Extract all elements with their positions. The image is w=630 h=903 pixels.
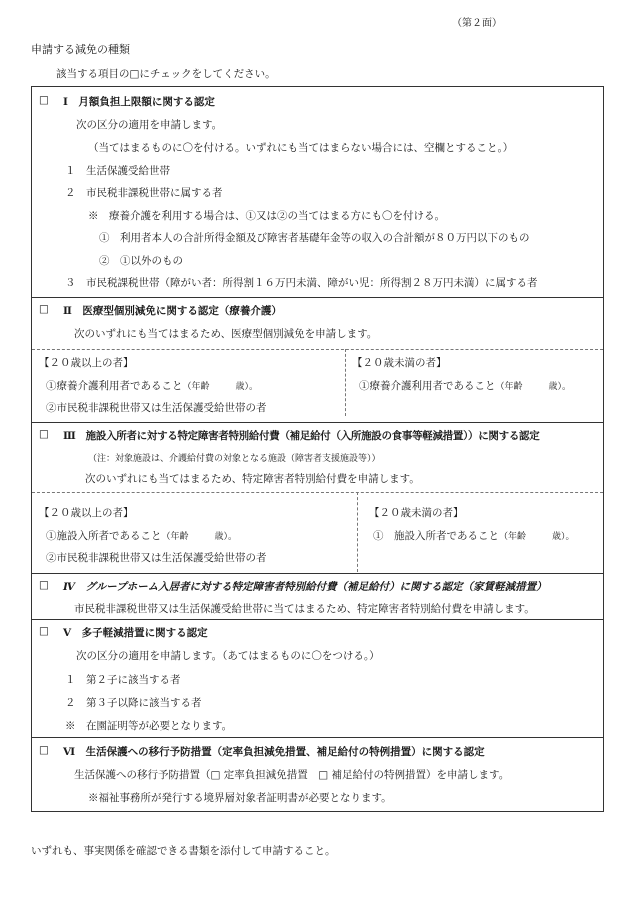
dashed-column-divider [345,349,346,416]
section2-left-title: 【２０歳以上の者】 [39,357,134,369]
section1-line: 次の区分の適用を申請します。 [76,119,223,131]
section3-right-title: 【２０歳未満の者】 [369,507,464,519]
section1-heading: Ⅰ 月額負担上限額に関する認定 [63,96,215,108]
section3-right-item1: ① 施設入所者であること（年齢 歳）。 [373,530,575,542]
section4-checkbox[interactable]: □ [39,579,49,591]
section5-option: １ 第２子に該当する者 [65,674,181,686]
dashed-column-divider [357,492,358,572]
section5-line: 次の区分の適用を申請します。（あてはまるものに〇をつける。） [76,650,380,662]
section2-left-item2: ②市民税非課税世帯又は生活保護受給世帯の者 [46,402,267,414]
section2-right-title: 【２０歳未満の者】 [352,357,447,369]
section1-suboption: ① 利用者本人の合計所得金額及び障害者基礎年金等の収入の合計額が８０万円以下のもの [99,232,530,244]
section6-note: ※福祉事務所が発行する境界層対象者証明書が必要となります。 [88,792,392,804]
section2-right-item1: ①療養介護利用者であること（年齢 歳）。 [359,380,572,392]
section-divider [32,297,603,298]
section4-heading: Ⅳ グループホーム入居者に対する特定障害者特別給付費（補足給付）に関する認定（家賃軽減措置） [63,581,547,593]
section6-body: 生活保護への移行予防措置（□ 定率負担減免措置 □ 補足給付の特例措置）を申請します。 [74,769,510,781]
dashed-divider [32,492,603,493]
section-divider [32,573,603,574]
section1-note: ※ 療養介護を利用する場合は、①又は②の当てはまる方にも〇を付ける。 [88,210,445,222]
section1-option: １ 生活保護受給世帯 [65,165,170,177]
section2-left-item1: ①療養介護利用者であること（年齢 歳）。 [46,380,259,392]
form-title: 申請する減免の種類 [31,43,130,56]
section3-note: （注：対象施設は、介護給付費の対象となる施設（障害者支援施設等）） [88,454,381,464]
section5-note: ※ 在園証明等が必要となります。 [65,720,233,732]
section1-option: ３ 市民税課税世帯（障がい者：所得割１６万円未満、障がい児：所得割２８万円未満）に属する者 [65,277,538,289]
section-divider [32,619,603,620]
section3-left-item1: ①施設入所者であること（年齢 歳）。 [46,530,238,542]
section3-intro: 次のいずれにも当てはまるため、特定障害者特別給付費を申請します。 [85,473,420,485]
section6-heading: Ⅵ 生活保護への移行予防措置（定率負担減免措置、補足給付の特例措置）に関する認定 [63,746,485,758]
section2-intro: 次のいずれにも当てはまるため、医療型個別減免を申請します。 [74,328,378,340]
section-divider [32,737,603,738]
page-label: （第２面） [452,18,502,29]
section2-checkbox[interactable]: □ [39,303,49,315]
section3-checkbox[interactable]: □ [39,428,49,440]
section1-suboption: ② ①以外のもの [99,255,183,267]
option2-checkbox[interactable]: □ [318,769,329,781]
section-divider [32,422,603,423]
section2-heading: Ⅱ 医療型個別減免に関する認定（療養介護） [63,305,282,317]
application-form-table [31,86,604,812]
section5-option: ２ 第３子以降に該当する者 [65,697,202,709]
option1-checkbox[interactable]: □ [210,769,221,781]
instruction-text: 該当する項目の□にチェックをしてください。 [56,68,276,80]
dashed-divider [32,349,603,350]
section5-checkbox[interactable]: □ [39,625,49,637]
section4-body: 市民税非課税世帯又は生活保護受給世帯に当てはまるため、特定障害者特別給付費を申請します。 [74,603,535,615]
section1-checkbox[interactable]: □ [39,94,49,106]
section3-left-title: 【２０歳以上の者】 [39,507,134,519]
section1-option: ２ 市民税非課税世帯に属する者 [65,187,223,199]
section5-heading: Ⅴ 多子軽減措置に関する認定 [63,627,208,639]
section1-line: （当てはまるものに〇を付ける。いずれにも当てはまらない場合には、空欄とすること。） [88,142,514,154]
section3-heading: Ⅲ 施設入所者に対する特定障害者特別給付費（補足給付（入所施設の食事等軽減措置））に関する認定 [63,430,540,442]
footer-note: いずれも、事実関係を確認できる書類を添付して申請すること。 [31,845,336,857]
section6-checkbox[interactable]: □ [39,744,49,756]
section3-left-item2: ②市民税非課税世帯又は生活保護受給世帯の者 [46,552,267,564]
